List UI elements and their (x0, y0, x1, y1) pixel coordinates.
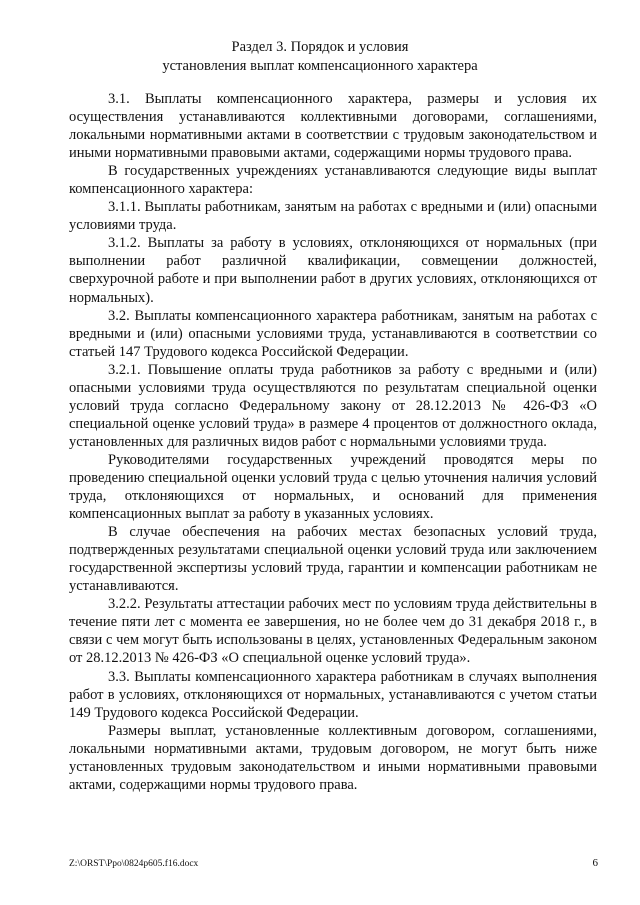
paragraph-types-intro: В государственных учреждениях устанавливаются следующие виды выплат компенсационного характера: (69, 163, 597, 198)
paragraph-safe-conditions: В случае обеспечения на рабочих местах безопасных условий труда, подтвержденных результатами специальной оценки условий труда или заключением государственной экспертизы условий труда, гарантии и компенсации работникам не устанавливаются. (69, 524, 597, 595)
section-title-line-1: Раздел 3. Порядок и условия (231, 39, 409, 55)
paragraph-3-1-2: 3.1.2. Выплаты за работу в условиях, отклоняющихся от нормальных (при выполнении работ различной квалификации, совмещении должностей, сверхурочной работе и при выполнении работ в других условиях, отклоняющихся от нормальных). (69, 235, 597, 306)
paragraph-3-2-2: 3.2.2. Результаты аттестации рабочих мест по условиям труда действительны в течение пяти лет с момента ее завершения, но не более чем до 31 декабря 2018 г., в связи с чем могут быть использованы в целях, установленных Федеральным законом от 28.12.2013 № 426-ФЗ «О специальной оценке условий труда». (69, 596, 597, 667)
paragraph-3-2: 3.2. Выплаты компенсационного характера работникам, занятым на работах с вредными и (или) опасными условиями труда, устанавливаются в соответствии со статьей 147 Трудового кодекса Российской Федерации. (69, 307, 597, 360)
paragraph-3-1: 3.1. Выплаты компенсационного характера, размеры и условия их осуществления устанавливаются коллективными договорами, соглашениями, локальными нормативными актами в соответствии с трудовым законодательством и иными нормативными правовыми актами, содержащими нормы трудового права. (69, 91, 597, 162)
paragraph-3-2-1: 3.2.1. Повышение оплаты труда работников за работу с вредными и (или) опасными условиями труда осуществляются по результатам специальной оценки условий труда согласно Федеральному закону от 28.12.2013 № 426-ФЗ «О специальной оценке условий труда» в размере 4 процентов от должностного оклада, установленных для различных видов работ с нормальными условиями труда. (69, 361, 597, 450)
document-body (69, 90, 597, 794)
paragraph-managers-measures: Руководителями государственных учреждений проводятся меры по проведению специальной оценки условий труда с целью уточнения наличия условий труда, отклоняющихся от нормальных, и оснований для применения компенсационных выплат за работу в указанных условиях. (69, 451, 597, 523)
footer-file-path: Z:\ORST\Ppo\0824p605.f16.docx (69, 859, 199, 869)
paragraph-3-3: 3.3. Выплаты компенсационного характера работникам в случаях выполнения работ в условиях, отклоняющихся от нормальных, устанавливаются с учетом статьи 149 Трудового кодекса Российской Федерации. (69, 668, 597, 721)
paragraph-payment-sizes: Размеры выплат, установленные коллективным договором, соглашениями, локальными нормативными актами, трудовым договором, не могут быть ниже установленных трудовым законодательством и иными нормативными правовыми актами, содержащими нормы трудового права. (69, 722, 597, 793)
section-title-line-2: установления выплат компенсационного характера (162, 58, 478, 74)
paragraph-3-1-1: 3.1.1. Выплаты работникам, занятым на работах с вредными и (или) опасными условиями труда. (69, 199, 597, 234)
page-number: 6 (592, 857, 598, 869)
